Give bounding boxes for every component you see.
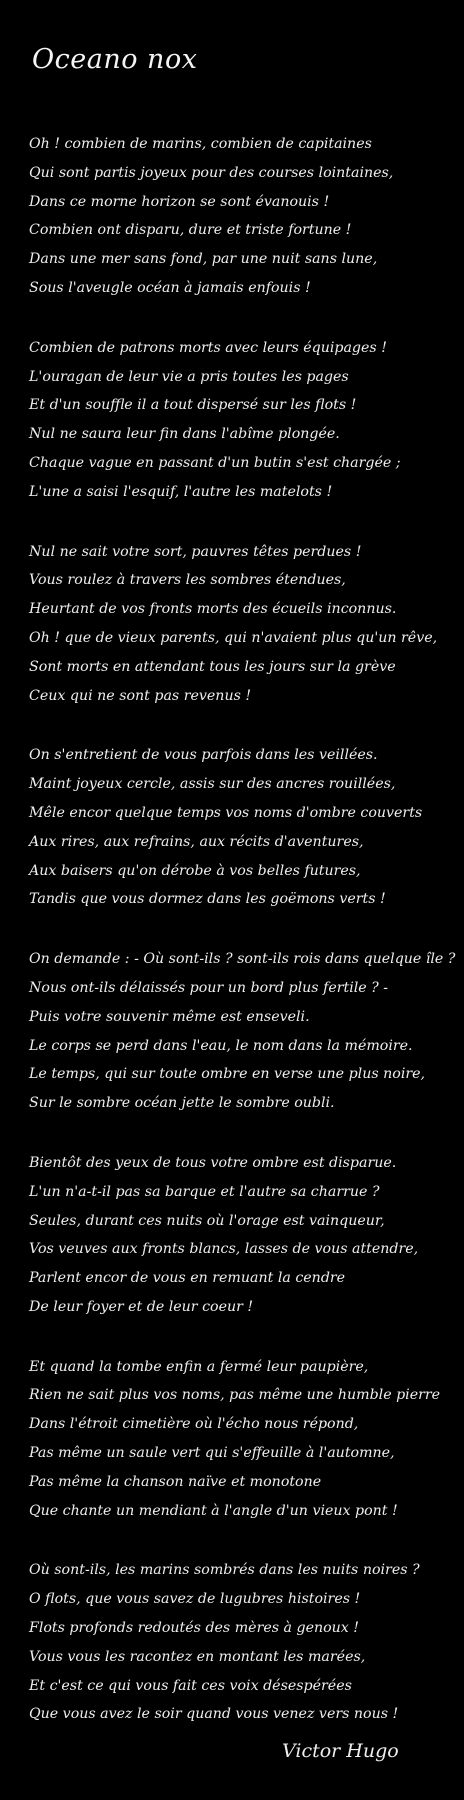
stanza-1 <box>29 130 459 303</box>
verse-line: Combien de patrons morts avec leurs équipages ! <box>29 339 387 356</box>
stanza-6 <box>29 1149 459 1322</box>
verse-line: Bientôt des yeux de tous votre ombre est disparue. <box>29 1154 397 1171</box>
verse-line: Aux baisers qu'on dérobe à vos belles futures, <box>29 862 361 879</box>
verse-line: Sont morts en attendant tous les jours sur la grève <box>29 658 396 675</box>
verse-line: Seules, durant ces nuits où l'orage est vainqueur, <box>29 1212 385 1229</box>
verse-line: Le temps, qui sur toute ombre en verse une plus noire, <box>29 1066 426 1083</box>
verse-line: Oh ! combien de marins, combien de capitaines <box>29 136 372 152</box>
verse-line: L'un n'a-t-il pas sa barque et l'autre sa charrue ? <box>29 1183 380 1200</box>
stanza-8 <box>29 1556 459 1729</box>
author-signature: Victor Hugo <box>282 1740 399 1762</box>
verse-line: Tandis que vous dormez dans les goëmons verts ! <box>29 891 386 908</box>
verse-line: Maint joyeux cercle, assis sur des ancres rouillées, <box>29 776 396 793</box>
verse-line: Où sont-ils, les marins sombrés dans les nuits noires ? <box>29 1562 420 1579</box>
verse-line: Chaque vague en passant d'un butin s'est chargée ; <box>29 454 401 471</box>
stanza-5 <box>29 945 459 1118</box>
verse-line: Nous ont-ils délaissés pour un bord plus fertile ? - <box>29 979 389 996</box>
verse-line: Pas même un saule vert qui s'effeuille à l'automne, <box>29 1445 395 1462</box>
stanza-2 <box>29 334 459 507</box>
verse-line: Heurtant de vos fronts morts des écueils inconnus. <box>29 601 397 618</box>
verse-line: De leur foyer et de leur coeur ! <box>29 1298 254 1315</box>
verse-line: Oh ! que de vieux parents, qui n'avaient plus qu'un rêve, <box>29 629 438 646</box>
stanza-7 <box>29 1353 459 1526</box>
verse-line: Pas même la chanson naïve et monotone <box>29 1473 322 1490</box>
verse-line: Qui sont partis joyeux pour des courses lointaines, <box>29 164 394 181</box>
verse-line: Que chante un mendiant à l'angle d'un vieux pont ! <box>29 1502 398 1519</box>
verse-line: Et quand la tombe enfin a fermé leur paupière, <box>29 1358 369 1375</box>
verse-line: Dans ce morne horizon se sont évanouis ! <box>29 193 330 210</box>
stanza-4 <box>29 741 459 914</box>
verse-line: On s'entretient de vous parfois dans les veillées. <box>29 747 378 764</box>
verse-line: Que vous avez le soir quand vous venez vers nous ! <box>29 1706 399 1723</box>
verse-line: Et c'est ce qui vous fait ces voix désespérées <box>29 1677 352 1694</box>
verse-line: Mêle encor quelque temps vos noms d'ombre couverts <box>29 804 423 821</box>
verse-line: Sous l'aveugle océan à jamais enfouis ! <box>29 279 311 296</box>
verse-line: On demande : - Où sont-ils ? sont-ils rois dans quelque île ? <box>29 951 456 968</box>
verse-line: Vous roulez à travers les sombres étendues, <box>29 572 346 589</box>
poem-title: Oceano nox <box>32 44 198 75</box>
verse-line: Flots profonds redoutés des mères à genoux ! <box>29 1620 360 1637</box>
verse-line: O flots, que vous savez de lugubres histoires ! <box>29 1591 361 1608</box>
verse-line: Aux rires, aux refrains, aux récits d'aventures, <box>29 833 364 850</box>
verse-line: Parlent encor de vous en remuant la cendre <box>29 1270 346 1287</box>
verse-line: Puis votre souvenir même est enseveli. <box>29 1008 310 1025</box>
verse-line: Rien ne sait plus vos noms, pas même une humble pierre <box>29 1387 441 1404</box>
verse-line: Dans l'étroit cimetière où l'écho nous répond, <box>29 1416 359 1433</box>
poem-body <box>29 130 459 1760</box>
verse-line: Le corps se perd dans l'eau, le nom dans la mémoire. <box>29 1037 413 1054</box>
verse-line: Vous vous les racontez en montant les marées, <box>29 1648 366 1665</box>
verse-line: L'ouragan de leur vie a pris toutes les pages <box>29 368 349 385</box>
verse-line: Vos veuves aux fronts blancs, lasses de vous attendre, <box>29 1241 419 1258</box>
verse-line: Ceux qui ne sont pas revenus ! <box>29 687 252 704</box>
verse-line: Combien ont disparu, dure et triste fortune ! <box>29 222 352 239</box>
verse-line: Nul ne saura leur fin dans l'abîme plongée. <box>29 426 340 443</box>
verse-line: Nul ne sait votre sort, pauvres têtes perdues ! <box>29 543 362 560</box>
verse-line: L'une a saisi l'esquif, l'autre les matelots ! <box>29 483 333 500</box>
verse-line: Sur le sombre océan jette le sombre oubli. <box>29 1095 335 1112</box>
stanza-3 <box>29 538 459 711</box>
verse-line: Dans une mer sans fond, par une nuit sans lune, <box>29 251 378 268</box>
verse-line: Et d'un souffle il a tout dispersé sur les flots ! <box>29 397 357 414</box>
